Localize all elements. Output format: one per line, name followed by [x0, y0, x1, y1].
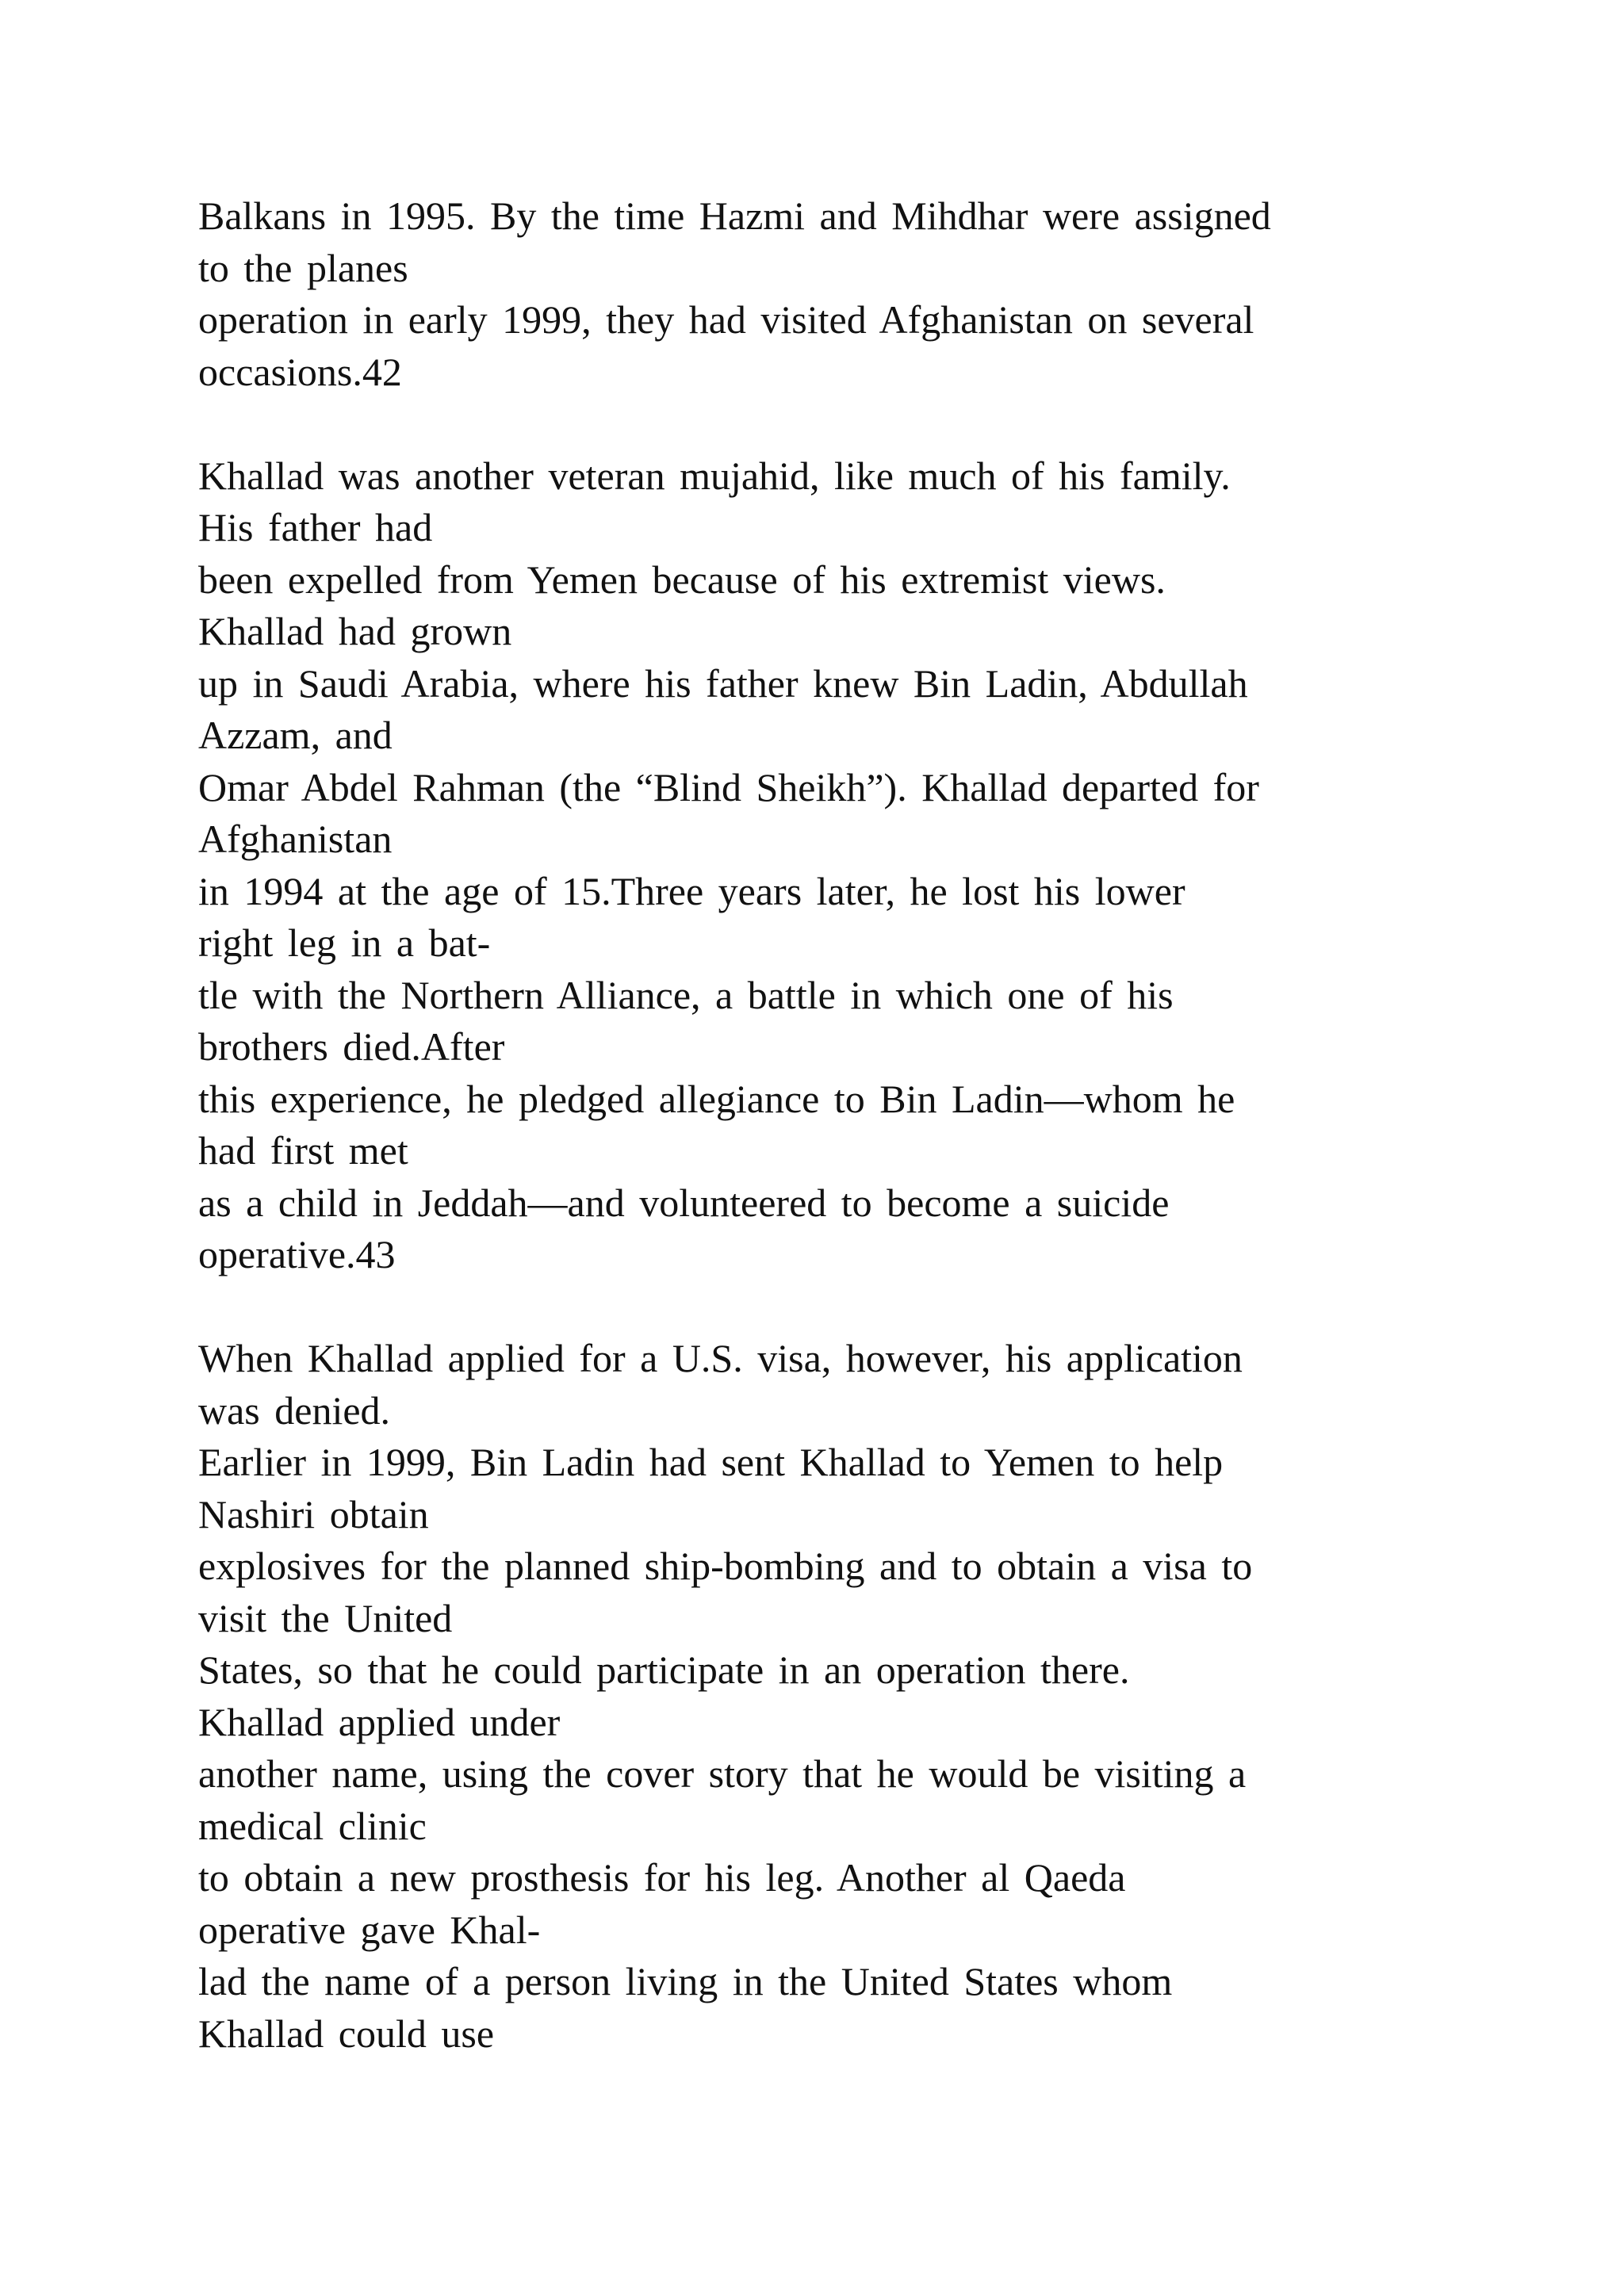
text-line: to the planes: [198, 245, 408, 290]
text-line: Nashiri obtain: [198, 1491, 429, 1536]
text-line: Khallad applied under: [198, 1699, 561, 1744]
text-line: this experience, he pledged allegiance to Bin Ladin—whom he: [198, 1076, 1235, 1121]
text-line: States, so that he could participate in an operation there.: [198, 1647, 1130, 1692]
paragraph-break: [198, 1281, 1467, 1334]
text-line: medical clinic: [198, 1803, 427, 1848]
text-line: tle with the Northern Alliance, a battle in which one of his: [198, 972, 1174, 1017]
text-line: lad the name of a person living in the United States whom: [198, 1959, 1173, 2003]
text-line: another name, using the cover story that he would be visiting a: [198, 1751, 1247, 1796]
text-line: visit the United: [198, 1595, 453, 1640]
text-line: in 1994 at the age of 15.Three years later, he lost his lower: [198, 868, 1185, 913]
text-line: right leg in a bat-: [198, 920, 491, 965]
text-line: Afghanistan: [198, 817, 393, 861]
text-line: When Khallad applied for a U.S. visa, however, his application: [198, 1336, 1243, 1380]
body-text: [198, 190, 1467, 2060]
text-line: operative gave Khal-: [198, 1907, 541, 1952]
text-line: Omar Abdel Rahman (the “Blind Sheikh”). Khallad departed for: [198, 764, 1259, 809]
text-line: been expelled from Yemen because of his extremist views.: [198, 557, 1166, 602]
text-line: Khallad was another veteran mujahid, like much of his family.: [198, 453, 1231, 498]
text-line: operative.43: [198, 1232, 396, 1276]
text-line: occasions.42: [198, 349, 402, 394]
text-line: up in Saudi Arabia, where his father knew Bin Ladin, Abdullah: [198, 660, 1248, 706]
text-line: explosives for the planned ship-bombing and to obtain a visa to: [198, 1544, 1253, 1588]
paragraph-break: [198, 398, 1467, 450]
text-line: Khallad could use: [198, 2011, 495, 2056]
text-line: operation in early 1999, they had visited Afghanistan on several: [198, 297, 1254, 342]
text-line: Khallad had grown: [198, 609, 512, 653]
text-line: was denied.: [198, 1387, 391, 1433]
text-line: Azzam, and: [198, 713, 393, 757]
text-line: had first met: [198, 1128, 408, 1173]
text-line: Balkans in 1995. By the time Hazmi and Mihdhar were assigned: [198, 193, 1271, 238]
text-line: as a child in Jeddah—and volunteered to become a suicide: [198, 1180, 1170, 1225]
text-line: to obtain a new prosthesis for his leg. Another al Qaeda: [198, 1855, 1126, 1900]
text-line: brothers died.After: [198, 1024, 505, 1069]
text-line: His father had: [198, 505, 433, 549]
text-line: Earlier in 1999, Bin Ladin had sent Khallad to Yemen to help: [198, 1440, 1224, 1484]
